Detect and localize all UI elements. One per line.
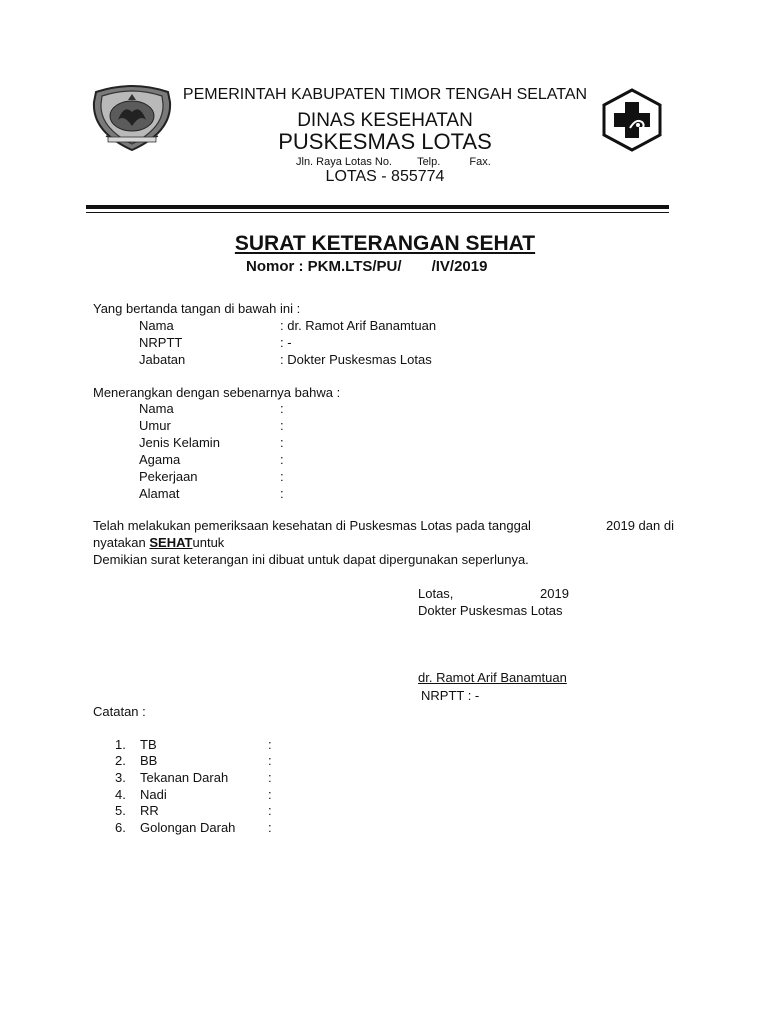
statement-line-2 — [93, 535, 224, 550]
note-1-number: 1. — [115, 737, 126, 752]
statement-line-3: Demikian surat keterangan ini dibuat untuk dapat dipergunakan seperlunya. — [93, 552, 529, 567]
signer-nrptt-label: NRPTT — [139, 335, 183, 350]
signature-role: Dokter Puskesmas Lotas — [418, 603, 563, 618]
address-street: Jln. Raya Lotas No. — [296, 156, 392, 168]
note-4-number: 4. — [115, 787, 126, 802]
note-6-label: Golongan Darah — [140, 820, 236, 835]
address-phone: Telp. — [417, 156, 441, 168]
document-number — [246, 258, 487, 275]
notes-heading: Catatan : — [93, 704, 146, 719]
city-postal: LOTAS - 855774 — [325, 168, 445, 185]
subject-gender-value: : — [280, 435, 284, 450]
signature-nrptt: NRPTT : - — [421, 688, 480, 703]
subject-name-label: Nama — [139, 401, 174, 416]
government-name: PEMERINTAH KABUPATEN TIMOR TENGAH SELATAN — [182, 86, 588, 103]
subject-age-value: : — [280, 418, 284, 433]
note-2-number: 2. — [115, 753, 126, 768]
subject-intro: Menerangkan dengan sebenarnya bahwa : — [93, 385, 341, 400]
note-6-number: 6. — [115, 820, 126, 835]
note-4-label: Nadi — [140, 787, 167, 802]
statement-prefix: nyatakan — [93, 535, 146, 550]
signer-intro: Yang bertanda tangan di bawah ini : — [93, 301, 301, 316]
subject-address-value: : — [280, 486, 284, 501]
header-divider-thin — [86, 212, 669, 213]
note-2-label: BB — [140, 753, 158, 768]
subject-name-value: : — [280, 401, 284, 416]
agency-name: DINAS KESEHATAN — [297, 110, 473, 131]
number-suffix: /IV/2019 — [431, 258, 488, 275]
note-1-label: TB — [140, 737, 157, 752]
signature-place: Lotas, — [418, 586, 454, 601]
signer-name-value: : dr. Ramot Arif Banamtuan — [280, 318, 437, 333]
signature-name: dr. Ramot Arif Banamtuan — [418, 670, 567, 685]
note-5-value: : — [268, 803, 272, 818]
number-label: Nomor : PKM.LTS/PU/ — [246, 258, 402, 275]
subject-gender-label: Jenis Kelamin — [139, 435, 220, 450]
facility-name: PUSKESMAS LOTAS — [278, 129, 492, 154]
note-5-number: 5. — [115, 803, 126, 818]
subject-occupation-value: : — [280, 469, 284, 484]
signer-position-label: Jabatan — [139, 352, 186, 367]
document-title: SURAT KETERANGAN SEHAT — [234, 232, 536, 255]
subject-address-label: Alamat — [139, 486, 180, 501]
signature-year: 2019 — [540, 586, 569, 601]
note-3-number: 3. — [115, 770, 126, 785]
statement-line-1: Telah melakukan pemeriksaan kesehatan di Puskesmas Lotas pada tanggal — [93, 518, 531, 533]
signer-position-value: : Dokter Puskesmas Lotas — [280, 352, 432, 367]
note-4-value: : — [268, 787, 272, 802]
statement-suffix: untuk — [192, 535, 225, 550]
note-6-value: : — [268, 820, 272, 835]
signer-nrptt-value: : - — [280, 335, 292, 350]
statement-emphasis: SEHAT — [149, 535, 193, 550]
header-divider-thick — [86, 205, 669, 209]
address-fax: Fax. — [469, 156, 491, 168]
subject-religion-label: Agama — [139, 452, 181, 467]
subject-occupation-label: Pekerjaan — [139, 469, 198, 484]
note-3-label: Tekanan Darah — [140, 770, 229, 785]
address-line — [296, 156, 491, 168]
subject-religion-value: : — [280, 452, 284, 467]
note-2-value: : — [268, 753, 272, 768]
statement-year: 2019 dan di — [606, 518, 674, 533]
note-1-value: : — [268, 737, 272, 752]
signer-name-label: Nama — [139, 318, 174, 333]
subject-age-label: Umur — [139, 418, 171, 433]
note-5-label: RR — [140, 803, 159, 818]
note-3-value: : — [268, 770, 272, 785]
